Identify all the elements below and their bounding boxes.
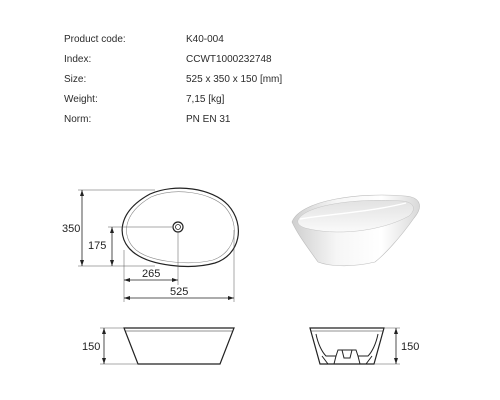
arrow: [110, 227, 114, 233]
section-profile: [316, 334, 378, 356]
basin-outline-front: [124, 328, 234, 364]
section-drain: [342, 350, 352, 358]
dim-label-drain-y: 175: [88, 240, 107, 252]
section-foot-left: [322, 356, 336, 364]
arrow: [102, 358, 106, 364]
basin-outline-side: [310, 328, 384, 364]
dim-label-drain-x: 265: [142, 268, 161, 280]
arrow: [124, 278, 130, 282]
top-view: [62, 188, 238, 302]
spec-value: 525 x 350 x 150 [mm]: [186, 74, 283, 85]
dim-label-height-side: 150: [401, 341, 420, 353]
spec-value: CCWT1000232748: [186, 54, 272, 65]
arrow: [172, 278, 178, 282]
arrow: [80, 190, 84, 196]
side-view: [310, 328, 419, 364]
dim-label-height-front: 150: [82, 341, 101, 353]
dim-label-depth: 350: [62, 223, 81, 235]
spec-label: Size:: [64, 74, 87, 85]
drain-inner: [176, 225, 181, 230]
spec-label: Weight:: [64, 94, 98, 105]
arrow: [228, 296, 234, 300]
drain-outer: [173, 222, 183, 232]
arrow: [124, 296, 130, 300]
front-view: [82, 328, 234, 364]
basin-3d-render: [292, 195, 420, 266]
spec-label: Index:: [64, 54, 92, 65]
spec-value: 7,15 [kg]: [186, 94, 225, 105]
arrow: [394, 358, 398, 364]
dim-label-width: 525: [170, 286, 189, 298]
spec-value: K40-004: [186, 34, 224, 45]
spec-label: Norm:: [64, 114, 92, 125]
arrow: [102, 328, 106, 334]
section-foot-right: [358, 356, 372, 364]
arrow: [394, 328, 398, 334]
arrow: [80, 260, 84, 266]
spec-label: Product code:: [64, 34, 126, 45]
spec-value: PN EN 31: [186, 114, 231, 125]
arrow: [110, 260, 114, 266]
